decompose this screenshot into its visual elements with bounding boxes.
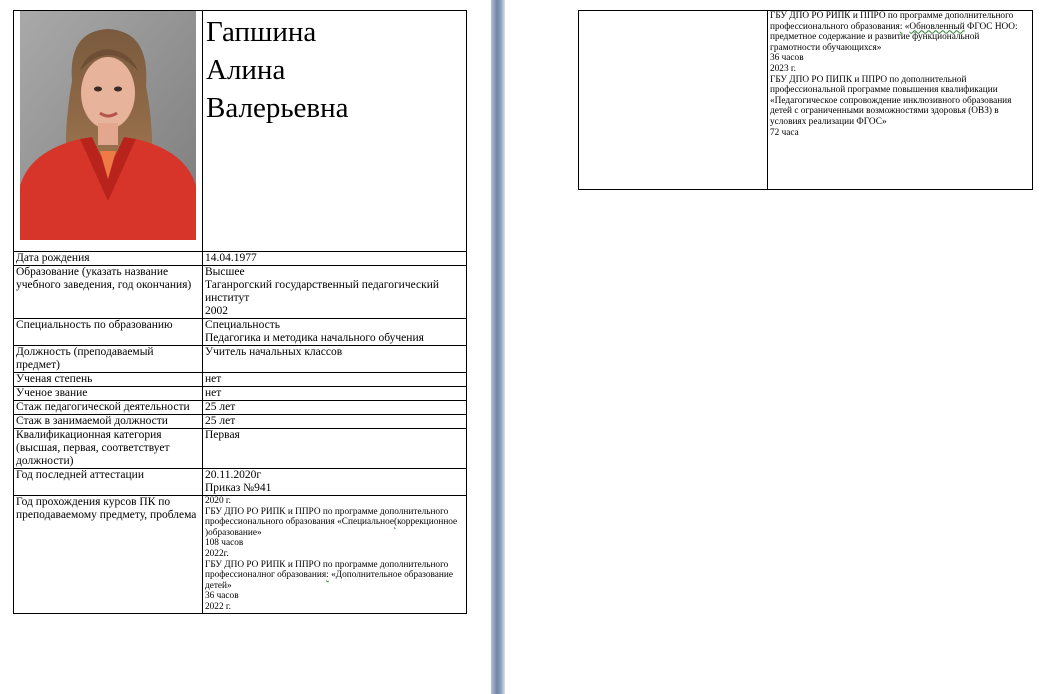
- label-teaching-experience: Стаж педагогической деятельности: [14, 401, 203, 415]
- course-3-hours: 36 часов: [770, 53, 804, 64]
- course-3-text-end: ФГОС НОО: предметное содержание и развитие функциональной грамотности обучающихся»: [770, 21, 1018, 53]
- specialty-heading: Специальность: [205, 319, 280, 331]
- course-4-year: 2023 г.: [770, 63, 797, 74]
- row-position: [14, 346, 467, 373]
- label-position: Должность (преподаваемый предмет): [14, 346, 203, 373]
- value-position-experience: 25 лет: [203, 415, 467, 429]
- row-courses: [14, 496, 467, 614]
- patronymic: Валерьевна: [206, 92, 349, 124]
- course-1-year: 2020 г.: [205, 496, 232, 506]
- label-attestation: Год последней аттестации: [14, 469, 203, 496]
- value-education: [203, 266, 467, 319]
- course-3-quote: «: [904, 21, 910, 32]
- continuation-row: [579, 11, 1033, 190]
- label-specialty: Специальность по образованию: [14, 319, 203, 346]
- label-birth-date: Дата рождения: [14, 252, 203, 266]
- row-position-experience: [14, 415, 467, 429]
- attestation-order: Приказ №941: [205, 482, 272, 494]
- course-3-text: ГБУ ДПО РО РИПК и ППРО по программе дополнительного профессионального образования: [770, 11, 1014, 32]
- specialty-name: Педагогика и методика начального обучения: [205, 332, 424, 344]
- label-education: Образование (указать название учебного заведения, год окончания): [14, 266, 203, 319]
- course-3-description: [770, 11, 1030, 53]
- page-gutter: [491, 0, 505, 694]
- course-4-description: ГБУ ДПО РО ПИПК и ППРО по дополнительной профессиональной программе повышения квалификации «Педагогическое сопровождение инклюзивного образования детей с ограниченными возможностями здоровья (ОВЗ) в условиях реализации ФГОС»: [770, 74, 1012, 127]
- course-2-text: ГБУ ДПО РО РИПК и ППРО по программе дополнительного профессионалног образования: [205, 559, 449, 581]
- row-attestation: [14, 469, 467, 496]
- course-1-description: [205, 507, 464, 539]
- continuation-empty-cell: [579, 11, 768, 190]
- portrait-image: [20, 11, 196, 240]
- education-institution: Таганрогский государственный педагогический институт: [205, 279, 440, 304]
- row-specialty: [14, 319, 467, 346]
- course-1-text-end: коррекционное )образование»: [205, 517, 458, 538]
- label-rank: Ученое звание: [14, 387, 203, 401]
- course-2-mark: :: [326, 570, 329, 581]
- course-4-hours: 72 часа: [770, 127, 799, 138]
- attestation-date: 20.11.2020г: [205, 469, 262, 481]
- course-2-year: 2022г.: [205, 548, 229, 559]
- value-birth-date: 14.04.1977: [203, 252, 467, 266]
- course-3-underlined-word: Обновленный: [909, 21, 965, 32]
- row-degree: [14, 373, 467, 387]
- row-education: [14, 266, 467, 319]
- value-courses: [203, 496, 467, 614]
- profile-table: [13, 10, 467, 614]
- course-1-mark: (: [394, 517, 398, 528]
- value-degree: нет: [203, 373, 467, 387]
- continuation-table: [578, 10, 1033, 190]
- course-2-description: [205, 560, 464, 592]
- row-birth-date: [14, 252, 467, 266]
- full-name-cell: [203, 11, 467, 252]
- label-degree: Ученая степень: [14, 373, 203, 387]
- first-name: Алина: [206, 54, 286, 86]
- course-1-text: ГБУ ДПО РО РИПК и ППРО по программе дополнительного профессионального образования «Специальное: [205, 506, 449, 528]
- value-attestation: [203, 469, 467, 496]
- value-teaching-experience: 25 лет: [203, 401, 467, 415]
- education-year: 2002: [205, 305, 228, 317]
- row-category: [14, 429, 467, 469]
- value-position: Учитель начальных классов: [203, 346, 467, 373]
- portrait-photo: [20, 11, 196, 240]
- value-rank: нет: [203, 387, 467, 401]
- value-specialty: [203, 319, 467, 346]
- course-2-hours: 36 часов: [205, 591, 239, 602]
- course-3-year: 2022 г.: [205, 601, 232, 612]
- photo-cell: [14, 11, 203, 252]
- surname: Гапшина: [206, 16, 317, 48]
- value-category: Первая: [203, 429, 467, 469]
- header-row: [14, 11, 467, 252]
- course-2-text-end: «Дополнительное образование детей»: [205, 570, 453, 591]
- label-courses: Год прохождения курсов ПК по преподаваемому предмету, проблема: [14, 496, 203, 614]
- document-page-left: [0, 0, 491, 694]
- document-page-right: [505, 0, 1042, 694]
- continuation-courses-cell: [768, 11, 1033, 190]
- row-teaching-experience: [14, 401, 467, 415]
- label-category: Квалификационная категория (высшая, первая, соответствует должности): [14, 429, 203, 469]
- education-level: Высшее: [205, 266, 245, 278]
- row-rank: [14, 387, 467, 401]
- course-1-hours: 108 часов: [205, 538, 244, 549]
- course-3-mark: :: [899, 21, 903, 32]
- label-position-experience: Стаж в занимаемой должности: [14, 415, 203, 429]
